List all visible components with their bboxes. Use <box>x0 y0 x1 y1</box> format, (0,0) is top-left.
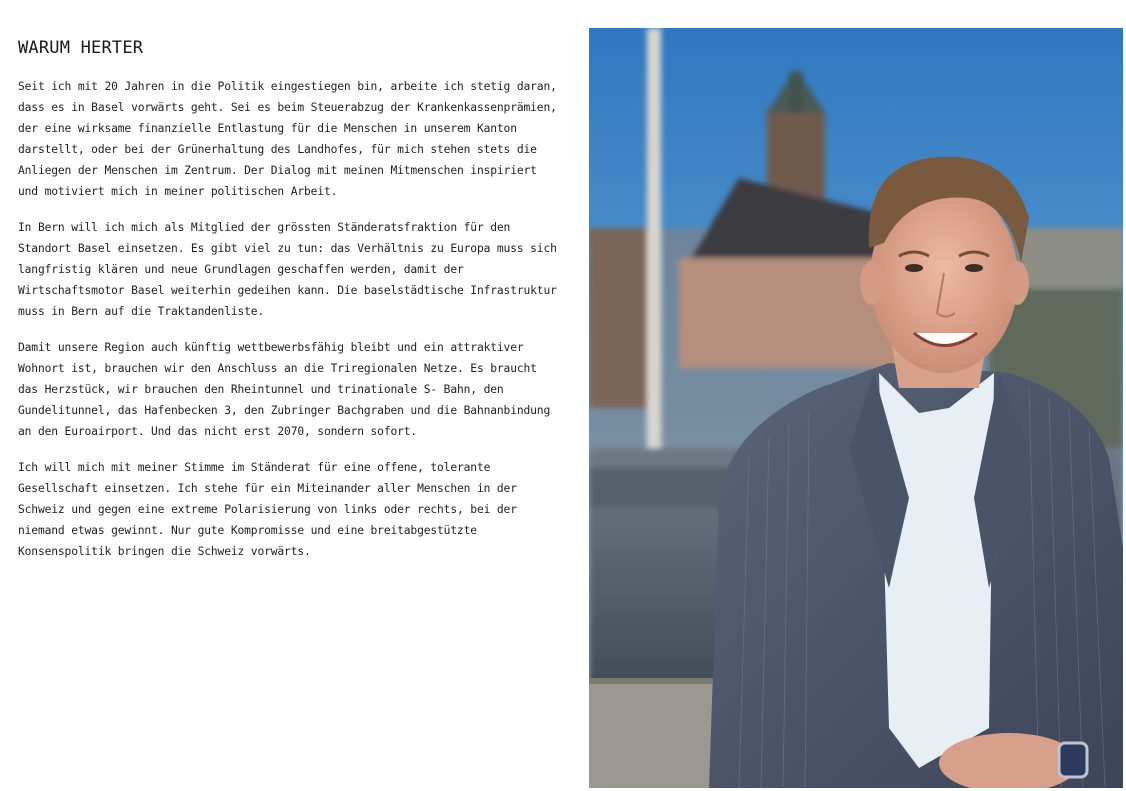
paragraph-2: In Bern will ich mich als Mitglied der grössten Ständeratsfraktion für den Standort Basel einsetzen. Es gibt viel zu tun: das Verhältnis zu Europa muss sich langfristig klären und neue Grundlagen geschaffen werden, damit der Wirtschaftsmotor Basel weiterhin gedeihen kann. Die baselstädtische Infrastruktur muss in Bern auf die Traktandenliste. <box>18 221 557 318</box>
paragraph-1: Seit ich mit 20 Jahren in die Politik eingestiegen bin, arbeite ich stetig daran, dass es in Basel vorwärts geht. Sei es beim Steuerabzug der Krankenkassenprämien, der eine wirksame finanzielle Entlastung für die Menschen in unserem Kanton darstellt, oder bei der Grünerhaltung des Landhofes, für mich stehen stets die Anliegen der Menschen im Zentrum. Der Dialog mit meinen Mitmenschen inspiriert und motiviert mich in meiner politischen Arbeit. <box>18 80 557 198</box>
section-heading: WARUM HERTER <box>18 38 144 58</box>
portrait-photo <box>589 28 1123 788</box>
text-column <box>18 38 563 577</box>
portrait-illustration <box>589 28 1123 788</box>
paragraph-4: Ich will mich mit meiner Stimme im Ständerat für eine offene, tolerante Gesellschaft einsetzen. Ich stehe für ein Miteinander aller Menschen in der Schweiz und gegen eine extreme Polarisierung von links oder rechts, bei der niemand etwas gewinnt. Nur gute Kompromisse und eine breitabgestützte Konsenspolitik bringen die Schweiz vorwärts. <box>18 461 517 558</box>
paragraph-3: Damit unsere Region auch künftig wettbewerbsfähig bleibt und ein attraktiver Wohnort ist, brauchen wir den Anschluss an die Triregionalen Netze. Es braucht das Herzstück, wir brauchen den Rheintunnel und trinationale S- Bahn, den Gundelitunnel, das Hafenbecken 3, den Zubringer Bachgraben und die Bahnanbindung an den Euroairport. Und das nicht erst 2070, sondern sofort. <box>18 341 551 438</box>
